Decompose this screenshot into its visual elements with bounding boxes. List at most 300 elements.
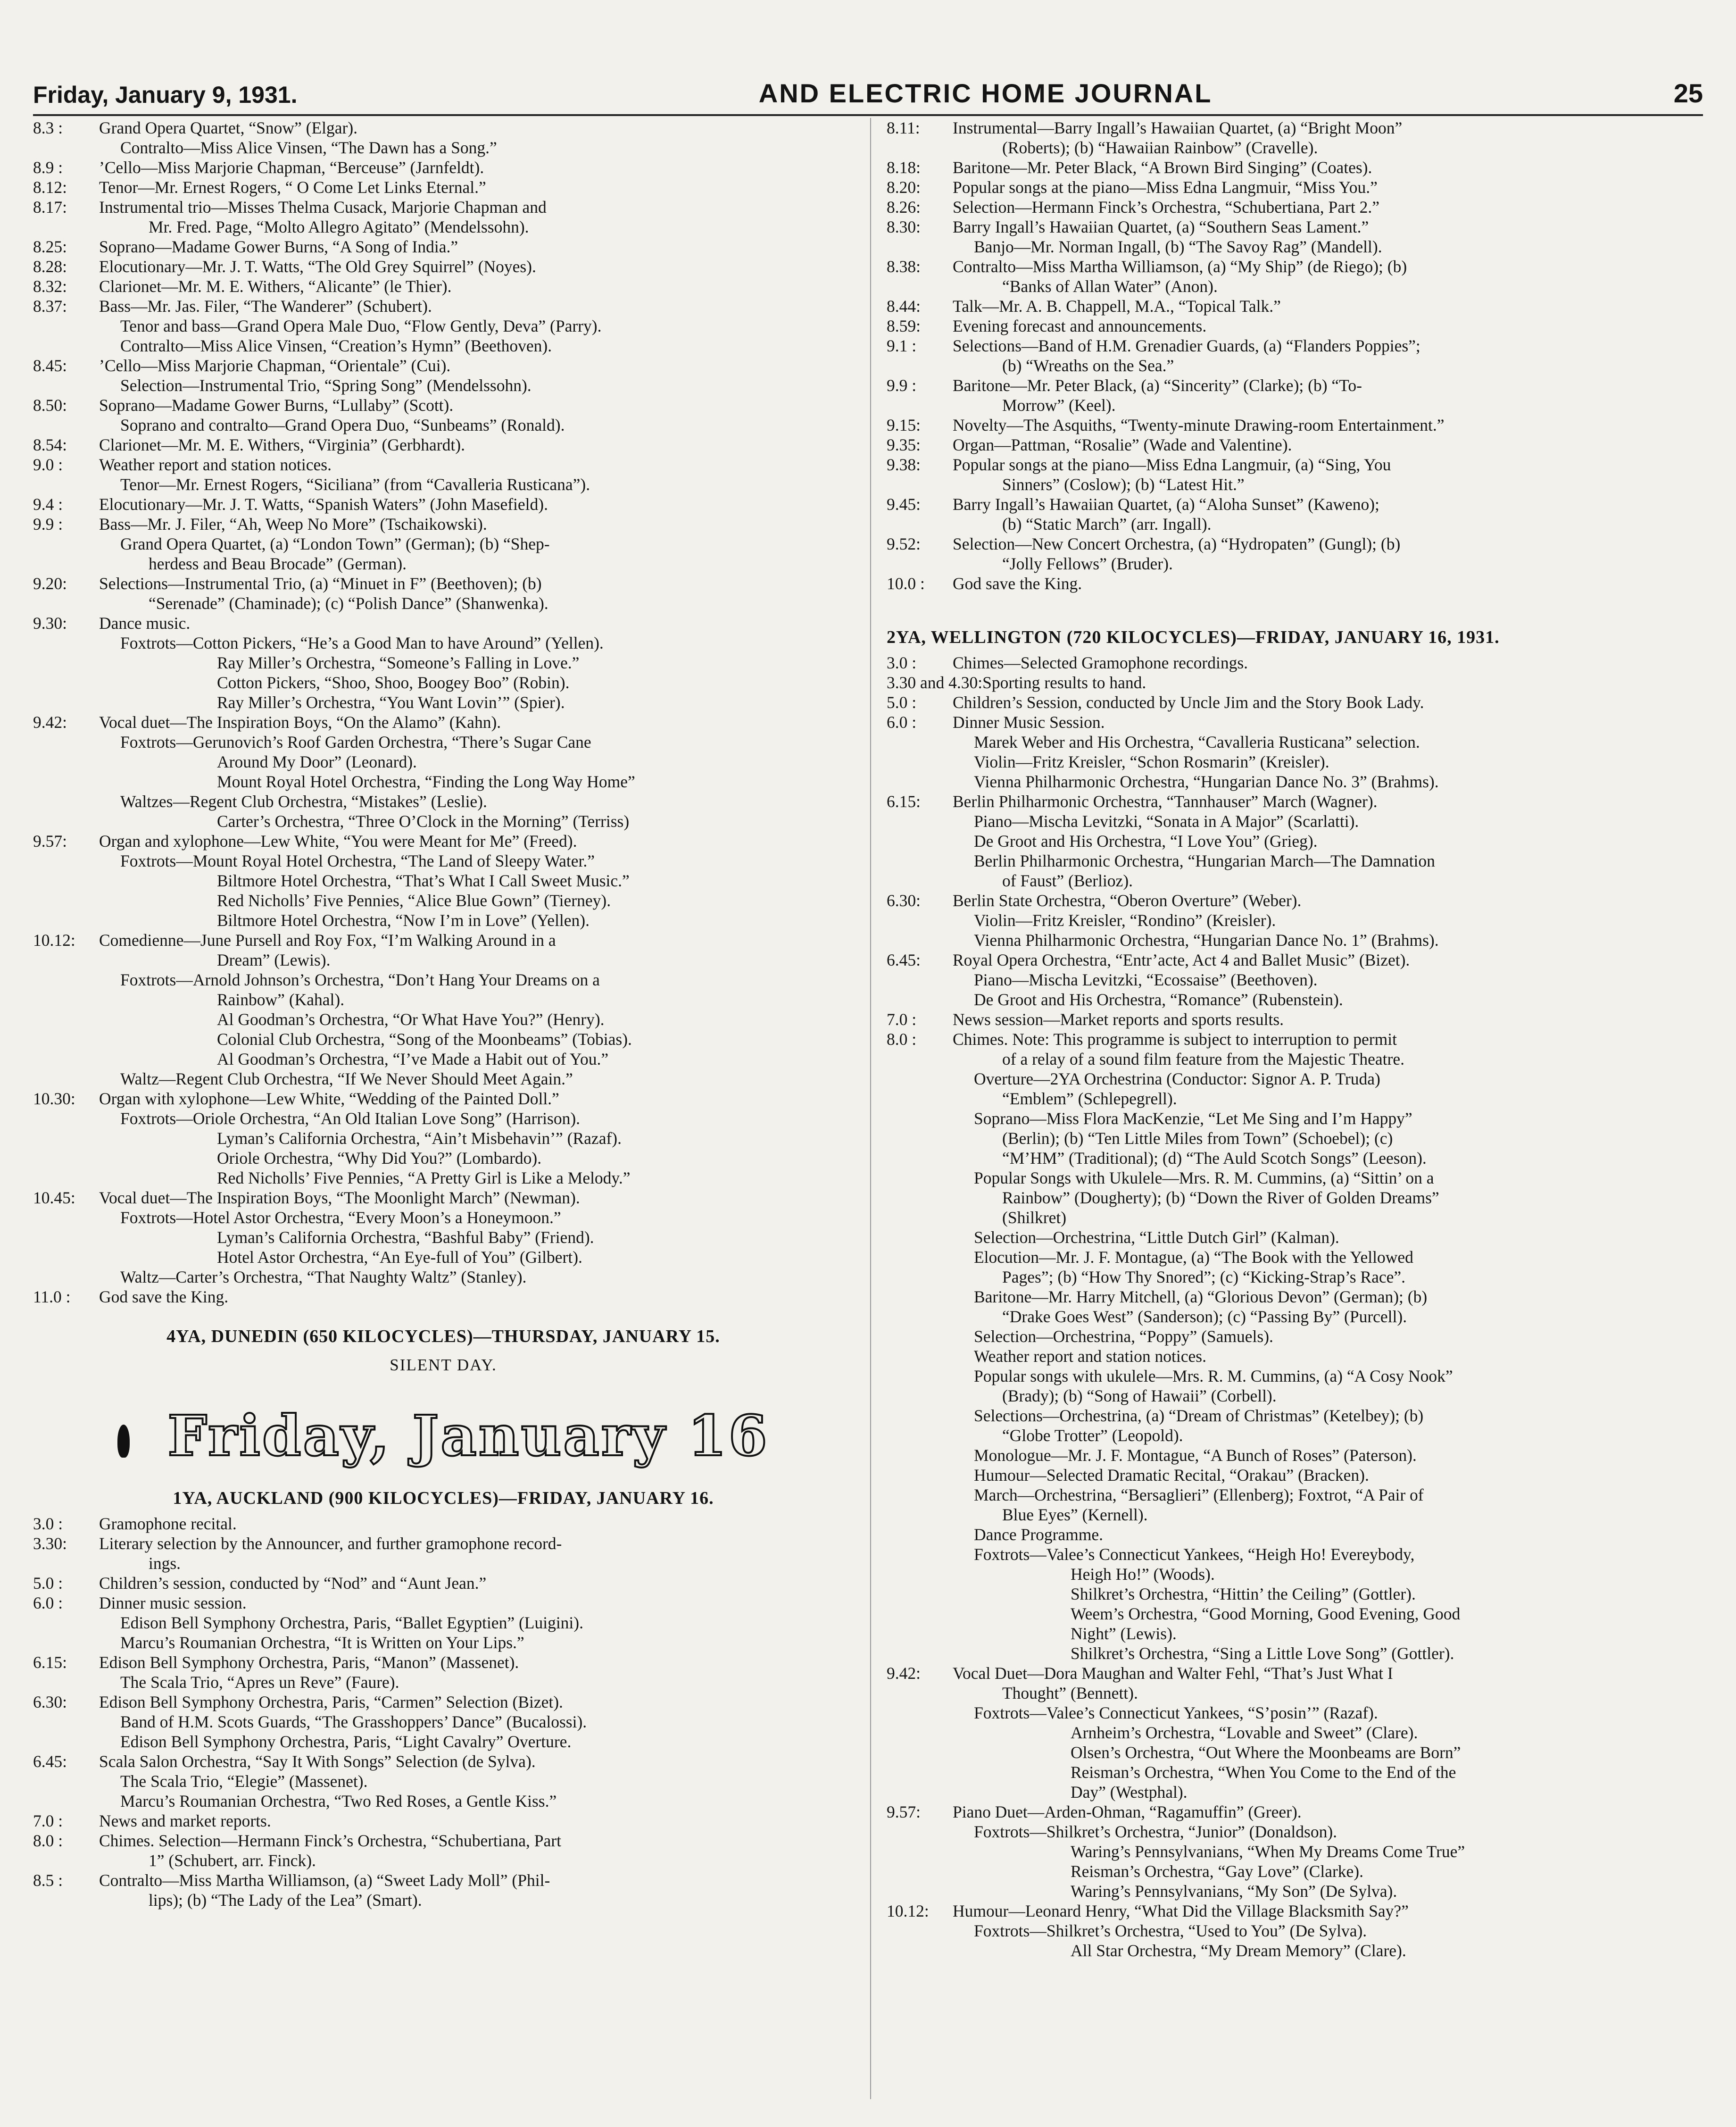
programme-text: Sporting results to hand. — [982, 673, 1146, 692]
programme-time: 9.1 : — [887, 336, 917, 355]
programme-text: Dinner Music Session. — [953, 713, 1105, 732]
programme-text: Clarionet—Mr. M. E. Withers, “Virginia” (Gerbhardt). — [99, 435, 465, 454]
programme-line — [33, 435, 854, 455]
programme-text: Carter’s Orchestra, “Three O’Clock in the Morning” (Terriss) — [217, 812, 630, 831]
programme-list-wellington — [887, 653, 1707, 1960]
programme-line — [887, 1525, 1707, 1544]
programme-text: (Shilkret) — [1002, 1208, 1067, 1227]
programme-time: 8.11: — [887, 118, 920, 137]
programme-text: Lyman’s California Orchestra, “Bashful Baby” (Friend). — [217, 1228, 594, 1247]
programme-line — [33, 1168, 854, 1188]
programme-text: “Serenade” (Chaminade); (c) “Polish Dance” (Shanwenka). — [149, 594, 548, 613]
programme-line — [887, 811, 1707, 831]
programme-text: Olsen’s Orchestra, “Out Where the Moonbeams are Born” — [1071, 1743, 1461, 1762]
programme-text: Elocution—Mr. J. F. Montague, (a) “The Book with the Yellowed — [974, 1248, 1413, 1267]
programme-text: Dinner music session. — [99, 1593, 247, 1612]
programme-text: Night” (Lewis). — [1071, 1624, 1177, 1643]
programme-line — [887, 930, 1707, 950]
programme-time: 8.18: — [887, 158, 921, 177]
programme-line — [33, 1069, 854, 1089]
programme-time: 8.20: — [887, 178, 921, 197]
programme-line — [33, 395, 854, 415]
programme-line — [33, 1870, 854, 1890]
programme-line — [887, 534, 1707, 554]
programme-line — [33, 1227, 854, 1247]
programme-time: 8.26: — [887, 198, 921, 217]
programme-line — [33, 692, 854, 712]
programme-time: 7.0 : — [887, 1010, 917, 1029]
programme-time: 9.0 : — [33, 455, 63, 474]
programme-line — [887, 910, 1707, 930]
programme-time: 9.9 : — [33, 515, 63, 534]
programme-text: Comedienne—June Pursell and Roy Fox, “I’m Walking Around in a — [99, 931, 556, 950]
programme-list-auckland — [33, 1514, 854, 1910]
programme-text: Foxtrots—Hotel Astor Orchestra, “Every Moon’s a Honeymoon.” — [120, 1208, 561, 1227]
programme-text: Selections—Band of H.M. Grenadier Guards, (a) “Flanders Poppies”; — [953, 336, 1420, 355]
programme-text: Foxtrots—Cotton Pickers, “He’s a Good Man to have Around” (Yellen). — [120, 634, 604, 652]
programme-line — [33, 316, 854, 336]
programme-time: 3.0 : — [887, 653, 917, 672]
programme-time: 9.52: — [887, 534, 921, 553]
programme-text: Selection—Orchestrina, “Little Dutch Girl” (Kalman). — [974, 1228, 1339, 1247]
programme-line — [33, 811, 854, 831]
programme-line — [887, 1643, 1707, 1663]
programme-text: God save the King. — [99, 1287, 229, 1306]
programme-time: 10.12: — [33, 931, 75, 950]
programme-time: 8.45: — [33, 356, 67, 375]
programme-line — [887, 772, 1707, 792]
programme-line — [33, 1752, 854, 1771]
programme-text: Marek Weber and His Orchestra, “Cavalleria Rusticana” selection. — [974, 733, 1420, 751]
programme-text: Bass—Mr. Jas. Filer, “The Wanderer” (Schubert). — [99, 297, 432, 316]
programme-time: 9.35: — [887, 435, 921, 454]
programme-text: “Globe Trotter” (Leopold). — [1002, 1426, 1183, 1445]
programme-line — [33, 1890, 854, 1910]
programme-time: 8.3 : — [33, 118, 63, 137]
programme-list-auckland-continued — [887, 118, 1707, 593]
programme-line — [887, 257, 1707, 276]
programme-line — [887, 1109, 1707, 1128]
programme-line — [33, 118, 854, 138]
programme-text: Popular Songs with Ukulele—Mrs. R. M. Cummins, (a) “Sittin’ on a — [974, 1168, 1434, 1187]
programme-text: Marcu’s Roumanian Orchestra, “It is Written on Your Lips.” — [120, 1633, 524, 1652]
programme-line — [887, 197, 1707, 217]
programme-line — [33, 336, 854, 356]
programme-text: Humour—Selected Dramatic Recital, “Orakau” (Bracken). — [974, 1466, 1369, 1485]
programme-line — [33, 1791, 854, 1811]
programme-line — [887, 375, 1707, 395]
programme-text: Rainbow” (Dougherty); (b) “Down the River of Golden Dreams” — [1002, 1188, 1439, 1207]
programme-time: 9.30: — [33, 614, 67, 633]
programme-text: Berlin Philharmonic Orchestra, “Hungarian March—The Damnation — [974, 851, 1435, 870]
programme-text: Foxtrots—Arnold Johnson’s Orchestra, “Don’t Hang Your Dreams on a — [120, 970, 600, 989]
programme-line — [887, 1941, 1707, 1960]
programme-text: Talk—Mr. A. B. Chappell, M.A., “Topical Talk.” — [953, 297, 1281, 316]
programme-text: Popular songs at the piano—Miss Edna Langmuir, (a) “Sing, You — [953, 455, 1391, 474]
programme-text: herdess and Beau Brocade” (German). — [149, 554, 407, 573]
left-column — [33, 118, 854, 2109]
programme-text: Foxtrots—Valee’s Connecticut Yankees, “S’posin’” (Razaf). — [974, 1703, 1378, 1722]
station-heading-dunedin: 4YA, DUNEDIN (650 KILOCYCLES)—THURSDAY, JANUARY 15. — [166, 1326, 720, 1346]
programme-text: Dream” (Lewis). — [217, 951, 331, 969]
programme-text: Waring’s Pennsylvanians, “My Son” (De Sylva). — [1071, 1882, 1397, 1901]
programme-line — [33, 1109, 854, 1128]
programme-time: 8.25: — [33, 237, 67, 256]
programme-text: Children’s Session, conducted by Uncle Jim and the Story Book Lady. — [953, 693, 1424, 712]
programme-line — [887, 138, 1707, 158]
programme-text: Red Nicholls’ Five Pennies, “A Pretty Girl is Like a Melody.” — [217, 1168, 631, 1187]
programme-line — [33, 1029, 854, 1049]
programme-text: Weem’s Orchestra, “Good Morning, Good Evening, Good — [1071, 1604, 1461, 1623]
programme-line — [33, 237, 854, 257]
programme-text: Contralto—Miss Martha Williamson, (a) “My Ship” (de Riego); (b) — [953, 257, 1407, 276]
programme-line — [887, 1426, 1707, 1445]
programme-line — [887, 1505, 1707, 1525]
programme-line — [33, 1534, 854, 1553]
programme-line — [887, 1148, 1707, 1168]
programme-text: Arnheim’s Orchestra, “Lovable and Sweet” (Clare). — [1071, 1723, 1418, 1742]
programme-text: Waltz—Regent Club Orchestra, “If We Never Should Meet Again.” — [120, 1069, 573, 1088]
programme-line — [887, 494, 1707, 514]
programme-text: Clarionet—Mr. M. E. Withers, “Alicante” (le Thier). — [99, 277, 452, 296]
programme-text: Vocal Duet—Dora Maughan and Walter Fehl, “That’s Just What I — [953, 1664, 1393, 1683]
programme-text: Soprano and contralto—Grand Opera Duo, “Sunbeams” (Ronald). — [120, 416, 565, 434]
programme-line — [887, 1188, 1707, 1208]
programme-text: Edison Bell Symphony Orchestra, Paris, “Manon” (Massenet). — [99, 1653, 519, 1672]
programme-text: (Brady); (b) “Song of Hawaii” (Corbell). — [1002, 1386, 1277, 1405]
programme-text: Baritone—Mr. Peter Black, (a) “Sincerity” (Clarke); (b) “To- — [953, 376, 1362, 395]
programme-line — [887, 1208, 1707, 1227]
programme-text: Banjo—Mr. Norman Ingall, (b) “The Savoy Rag” (Mandell). — [974, 237, 1382, 256]
programme-line — [33, 534, 854, 554]
programme-text: Pages”; (b) “How Thy Snored”; (c) “Kicking-Strap’s Race”. — [1002, 1268, 1406, 1286]
programme-text: Chimes. Selection—Hermann Finck’s Orchestra, “Schubertiana, Part — [99, 1831, 561, 1850]
station-heading-wellington: 2YA, WELLINGTON (720 KILOCYCLES)—FRIDAY, JANUARY 16, 1931. — [887, 627, 1500, 647]
programme-text: Reisman’s Orchestra, “When You Come to the End of the — [1071, 1763, 1456, 1782]
programme-line — [887, 316, 1707, 336]
programme-text: Vocal duet—The Inspiration Boys, “The Moonlight March” (Newman). — [99, 1188, 580, 1207]
programme-time: 9.9 : — [887, 376, 917, 395]
programme-line — [33, 970, 854, 990]
programme-line — [33, 257, 854, 276]
programme-time: 8.9 : — [33, 158, 63, 177]
programme-line — [33, 276, 854, 296]
programme-line — [887, 1386, 1707, 1406]
programme-line — [887, 1267, 1707, 1287]
programme-text: Biltmore Hotel Orchestra, “That’s What I Call Sweet Music.” — [217, 871, 630, 890]
programme-text: God save the King. — [953, 574, 1082, 593]
programme-line — [33, 1128, 854, 1148]
programme-text: All Star Orchestra, “My Dream Memory” (Clare). — [1071, 1941, 1406, 1960]
programme-text: Scala Salon Orchestra, “Say It With Songs” Selection (de Sylva). — [99, 1752, 536, 1771]
programme-text: ’Cello—Miss Marjorie Chapman, “Orientale” (Cui). — [99, 356, 451, 375]
programme-text: Instrumental trio—Misses Thelma Cusack, Marjorie Chapman and — [99, 198, 547, 217]
programme-text: Organ and xylophone—Lew White, “You were Meant for Me” (Freed). — [99, 832, 577, 851]
programme-line — [887, 692, 1707, 712]
programme-text: Sinners” (Coslow); (b) “Latest Hit.” — [1002, 475, 1245, 494]
programme-line — [33, 871, 854, 891]
programme-text: Chimes. Note: This programme is subject to interruption to permit — [953, 1030, 1397, 1049]
programme-time: 8.17: — [33, 198, 67, 217]
programme-line — [887, 851, 1707, 871]
programme-line — [33, 1208, 854, 1227]
programme-line — [887, 1406, 1707, 1426]
programme-text: Instrumental—Barry Ingall’s Hawaiian Quartet, (a) “Bright Moon” — [953, 118, 1403, 137]
programme-line — [33, 1652, 854, 1672]
programme-line — [33, 1267, 854, 1287]
programme-text: Selections—Orchestrina, (a) “Dream of Christmas” (Ketelbey); (b) — [974, 1406, 1424, 1425]
programme-line — [887, 1326, 1707, 1346]
programme-text: 1” (Schubert, arr. Finck). — [149, 1851, 316, 1870]
programme-line — [33, 673, 854, 692]
programme-line — [33, 1573, 854, 1593]
programme-text: Monologue—Mr. J. F. Montague, “A Bunch of Roses” (Paterson). — [974, 1446, 1417, 1465]
programme-text: Novelty—The Asquiths, “Twenty-minute Drawing-room Entertainment.” — [953, 416, 1445, 434]
programme-line — [887, 1861, 1707, 1881]
programme-line — [887, 1802, 1707, 1822]
programme-line — [33, 1049, 854, 1069]
programme-time: 8.12: — [33, 178, 67, 197]
programme-time: 10.30: — [33, 1089, 75, 1108]
programme-text: Tenor and bass—Grand Opera Male Duo, “Flow Gently, Deva” (Parry). — [120, 317, 602, 335]
programme-text: Violin—Fritz Kreisler, “Schon Rosmarin” (Kreisler). — [974, 752, 1329, 771]
programme-line — [887, 1782, 1707, 1802]
programme-line — [887, 1247, 1707, 1267]
programme-line — [887, 1544, 1707, 1564]
programme-text: Popular songs with ukulele—Mrs. R. M. Cummins, (a) “A Cosy Nook” — [974, 1367, 1453, 1385]
programme-text: Edison Bell Symphony Orchestra, Paris, “Ballet Egyptien” (Luigini). — [120, 1613, 583, 1632]
programme-text: Popular songs at the piano—Miss Edna Langmuir, “Miss You.” — [953, 178, 1378, 197]
programme-line — [33, 1851, 854, 1870]
programme-text: Mr. Fred. Page, “Molto Allegro Agitato” (Mendelssohn). — [149, 217, 529, 236]
programme-line — [887, 653, 1707, 673]
programme-text: Barry Ingall’s Hawaiian Quartet, (a) “Southern Seas Lament.” — [953, 217, 1369, 236]
programme-line — [33, 1811, 854, 1831]
programme-text: News and market reports. — [99, 1811, 271, 1830]
station-heading-auckland: 1YA, AUCKLAND (900 KILOCYCLES)—FRIDAY, JANUARY 16. — [173, 1488, 714, 1508]
programme-line — [33, 633, 854, 653]
programme-text: Biltmore Hotel Orchestra, “Now I’m in Love” (Yellen). — [217, 911, 590, 930]
programme-text: Selection—New Concert Orchestra, (a) “Hydropaten” (Gungl); (b) — [953, 534, 1401, 553]
programme-time: 8.44: — [887, 297, 921, 316]
programme-text: Blue Eyes” (Kernell). — [1002, 1505, 1148, 1524]
programme-text: Berlin Philharmonic Orchestra, “Tannhauser” March (Wagner). — [953, 792, 1378, 811]
programme-text: Humour—Leonard Henry, “What Did the Village Blacksmith Say?” — [953, 1902, 1409, 1920]
programme-line — [887, 1346, 1707, 1366]
programme-text: Edison Bell Symphony Orchestra, Paris, “Light Cavalry” Overture. — [120, 1732, 572, 1751]
programme-line — [33, 1771, 854, 1791]
pointer-mark-icon — [117, 1425, 130, 1458]
programme-text: Reisman’s Orchestra, “Gay Love” (Clarke). — [1071, 1862, 1364, 1881]
programme-time: 3.30 and 4.30: — [887, 673, 983, 692]
programme-text: News session—Market reports and sports results. — [953, 1010, 1284, 1029]
page-header — [33, 57, 1703, 116]
programme-line — [887, 990, 1707, 1009]
programme-text: Heigh Ho!” (Woods). — [1071, 1565, 1215, 1584]
programme-text: Soprano—Madame Gower Burns, “A Song of India.” — [99, 237, 458, 256]
programme-text: Oriole Orchestra, “Why Did You?” (Lombardo). — [217, 1149, 542, 1168]
programme-line — [887, 1049, 1707, 1069]
programme-line — [33, 574, 854, 593]
programme-time: 6.45: — [887, 951, 921, 969]
programme-line — [33, 1593, 854, 1613]
programme-line — [887, 831, 1707, 851]
programme-line — [887, 1842, 1707, 1861]
programme-text: Vocal duet—The Inspiration Boys, “On the Alamo” (Kahn). — [99, 713, 501, 732]
programme-line — [887, 1307, 1707, 1326]
programme-line — [887, 1089, 1707, 1109]
programme-text: Red Nicholls’ Five Pennies, “Alice Blue Gown” (Tierney). — [217, 891, 611, 910]
programme-line — [887, 554, 1707, 574]
programme-text: (Roberts); (b) “Hawaiian Rainbow” (Cravelle). — [1002, 138, 1318, 157]
programme-text: ings. — [149, 1554, 181, 1573]
programme-text: Barry Ingall’s Hawaiian Quartet, (a) “Aloha Sunset” (Kaweno); — [953, 495, 1379, 514]
programme-text: Children’s session, conducted by “Nod” and “Aunt Jean.” — [99, 1574, 487, 1593]
programme-text: Cotton Pickers, “Shoo, Shoo, Boogey Boo” (Robin). — [217, 673, 570, 692]
programme-line — [887, 217, 1707, 237]
programme-line — [33, 1247, 854, 1267]
programme-text: Contralto—Miss Martha Williamson, (a) “Sweet Lady Moll” (Phil- — [99, 1871, 550, 1890]
programme-time: 11.0 : — [33, 1287, 71, 1306]
programme-text: Lyman’s California Orchestra, “Ain’t Misbehavin’” (Razaf). — [217, 1129, 622, 1148]
programme-line — [887, 1663, 1707, 1683]
programme-line — [33, 158, 854, 177]
programme-line — [887, 1009, 1707, 1029]
programme-line — [887, 158, 1707, 177]
programme-text: Berlin State Orchestra, “Oberon Overture” (Weber). — [953, 891, 1302, 910]
programme-line — [33, 930, 854, 950]
programme-text: Waring’s Pennsylvanians, “When My Dreams Come True” — [1071, 1842, 1465, 1861]
programme-line — [33, 514, 854, 534]
programme-time: 6.30: — [33, 1693, 67, 1711]
programme-time: 9.20: — [33, 574, 67, 593]
programme-line — [33, 1553, 854, 1573]
programme-line — [887, 455, 1707, 475]
programme-line — [33, 1692, 854, 1712]
programme-line — [887, 1445, 1707, 1465]
programme-time: 8.0 : — [887, 1030, 917, 1049]
programme-text: Dance Programme. — [974, 1525, 1104, 1544]
programme-text: Vienna Philharmonic Orchestra, “Hungarian Dance No. 1” (Brahms). — [974, 931, 1439, 950]
programme-text: (b) “Wreaths on the Sea.” — [1002, 356, 1174, 375]
programme-time: 3.0 : — [33, 1514, 63, 1533]
programme-line — [887, 1366, 1707, 1386]
programme-line — [33, 1672, 854, 1692]
programme-time: 8.28: — [33, 257, 67, 276]
programme-text: Thought” (Bennett). — [1002, 1684, 1138, 1702]
programme-text: Al Goodman’s Orchestra, “I’ve Made a Habit out of You.” — [217, 1050, 609, 1068]
programme-line — [33, 593, 854, 613]
programme-line — [33, 375, 854, 395]
programme-text: Marcu’s Roumanian Orchestra, “Two Red Roses, a Gentle Kiss.” — [120, 1792, 557, 1810]
programme-line — [887, 1881, 1707, 1901]
programme-text: Around My Door” (Leonard). — [217, 752, 417, 771]
programme-text: Selection—Hermann Finck’s Orchestra, “Schubertiana, Part 2.” — [953, 198, 1379, 217]
programme-line — [33, 990, 854, 1009]
programme-line — [887, 1683, 1707, 1703]
programme-text: Hotel Astor Orchestra, “An Eye-full of You” (Gilbert). — [217, 1248, 582, 1267]
programme-text: Day” (Westphal). — [1071, 1783, 1188, 1802]
programme-time: 7.0 : — [33, 1811, 63, 1830]
programme-text: Waltzes—Regent Club Orchestra, “Mistakes” (Leslie). — [120, 792, 487, 811]
programme-text: Selection—Orchestrina, “Poppy” (Samuels). — [974, 1327, 1273, 1346]
programme-text: Soprano—Miss Flora MacKenzie, “Let Me Sing and I’m Happy” — [974, 1109, 1412, 1128]
programme-line — [887, 1703, 1707, 1723]
programme-list-continued — [33, 118, 854, 1307]
programme-line — [33, 415, 854, 435]
programme-text: Piano Duet—Arden-Ohman, “Ragamuffin” (Greer). — [953, 1802, 1302, 1821]
programme-text: (b) “Static March” (arr. Ingall). — [1002, 515, 1212, 534]
right-column — [887, 118, 1707, 2109]
programme-text: Grand Opera Quartet, (a) “London Town” (German); (b) “Shep- — [120, 534, 550, 553]
programme-text: Band of H.M. Scots Guards, “The Grasshoppers’ Dance” (Bucalossi). — [120, 1712, 587, 1731]
page-number: 25 — [1673, 78, 1703, 108]
programme-line — [887, 752, 1707, 772]
programme-text: Contralto—Miss Alice Vinsen, “The Dawn has a Song.” — [120, 138, 497, 157]
programme-text: Morrow” (Keel). — [1002, 396, 1116, 415]
programme-text: Contralto—Miss Alice Vinsen, “Creation’s Hymn” (Beethoven). — [120, 336, 552, 355]
programme-text: The Scala Trio, “Apres un Reve” (Faure). — [120, 1673, 399, 1692]
programme-text: Dance music. — [99, 614, 191, 633]
journal-title: AND ELECTRIC HOME JOURNAL — [758, 78, 1213, 108]
programme-text: Ray Miller’s Orchestra, “Someone’s Falling in Love.” — [217, 653, 580, 672]
programme-line — [887, 276, 1707, 296]
programme-text: Weather report and station notices. — [974, 1347, 1206, 1366]
programme-line — [33, 1514, 854, 1534]
programme-line — [33, 177, 854, 197]
programme-text: Baritone—Mr. Harry Mitchell, (a) “Glorious Devon” (German); (b) — [974, 1287, 1428, 1306]
programme-time: 8.54: — [33, 435, 67, 454]
programme-line — [33, 910, 854, 930]
programme-line — [887, 673, 1707, 692]
programme-line — [33, 455, 854, 475]
silent-day-note: SILENT DAY. — [390, 1356, 497, 1374]
programme-time: 9.4 : — [33, 495, 63, 514]
programme-time: 5.0 : — [887, 693, 917, 712]
programme-line — [33, 356, 854, 375]
programme-text: Ray Miller’s Orchestra, “You Want Lovin’” (Spier). — [217, 693, 565, 712]
programme-line — [33, 831, 854, 851]
programme-time: 9.38: — [887, 455, 921, 474]
programme-line — [887, 1029, 1707, 1049]
programme-line — [887, 1564, 1707, 1584]
programme-time: 10.45: — [33, 1188, 75, 1207]
programme-text: Violin—Fritz Kreisler, “Rondino” (Kreisler). — [974, 911, 1276, 930]
day-title-text: Friday, January 16 — [167, 1403, 769, 1468]
programme-line — [33, 891, 854, 910]
programme-line — [887, 356, 1707, 375]
programme-time: 9.42: — [33, 713, 67, 732]
programme-line — [887, 1128, 1707, 1148]
programme-text: Colonial Club Orchestra, “Song of the Moonbeams” (Tobias). — [217, 1030, 632, 1049]
programme-text: The Scala Trio, “Elegie” (Massenet). — [120, 1772, 368, 1791]
programme-time: 6.30: — [887, 891, 921, 910]
programme-time: 8.59: — [887, 317, 921, 335]
programme-line — [887, 970, 1707, 990]
programme-line — [887, 1069, 1707, 1089]
programme-line — [33, 732, 854, 752]
programme-text: Foxtrots—Valee’s Connecticut Yankees, “Heigh Ho! Evereybody, — [974, 1545, 1415, 1564]
programme-line — [887, 1901, 1707, 1921]
programme-line — [887, 177, 1707, 197]
programme-text: Organ—Pattman, “Rosalie” (Wade and Valentine). — [953, 435, 1292, 454]
programme-line — [33, 1633, 854, 1652]
issue-date: Friday, January 9, 1931. — [33, 82, 298, 108]
programme-text: Piano—Mischa Levitzki, “Sonata in A Major” (Scarlatti). — [974, 812, 1359, 831]
programme-line — [33, 772, 854, 792]
programme-time: 8.0 : — [33, 1831, 63, 1850]
programme-line — [33, 851, 854, 871]
